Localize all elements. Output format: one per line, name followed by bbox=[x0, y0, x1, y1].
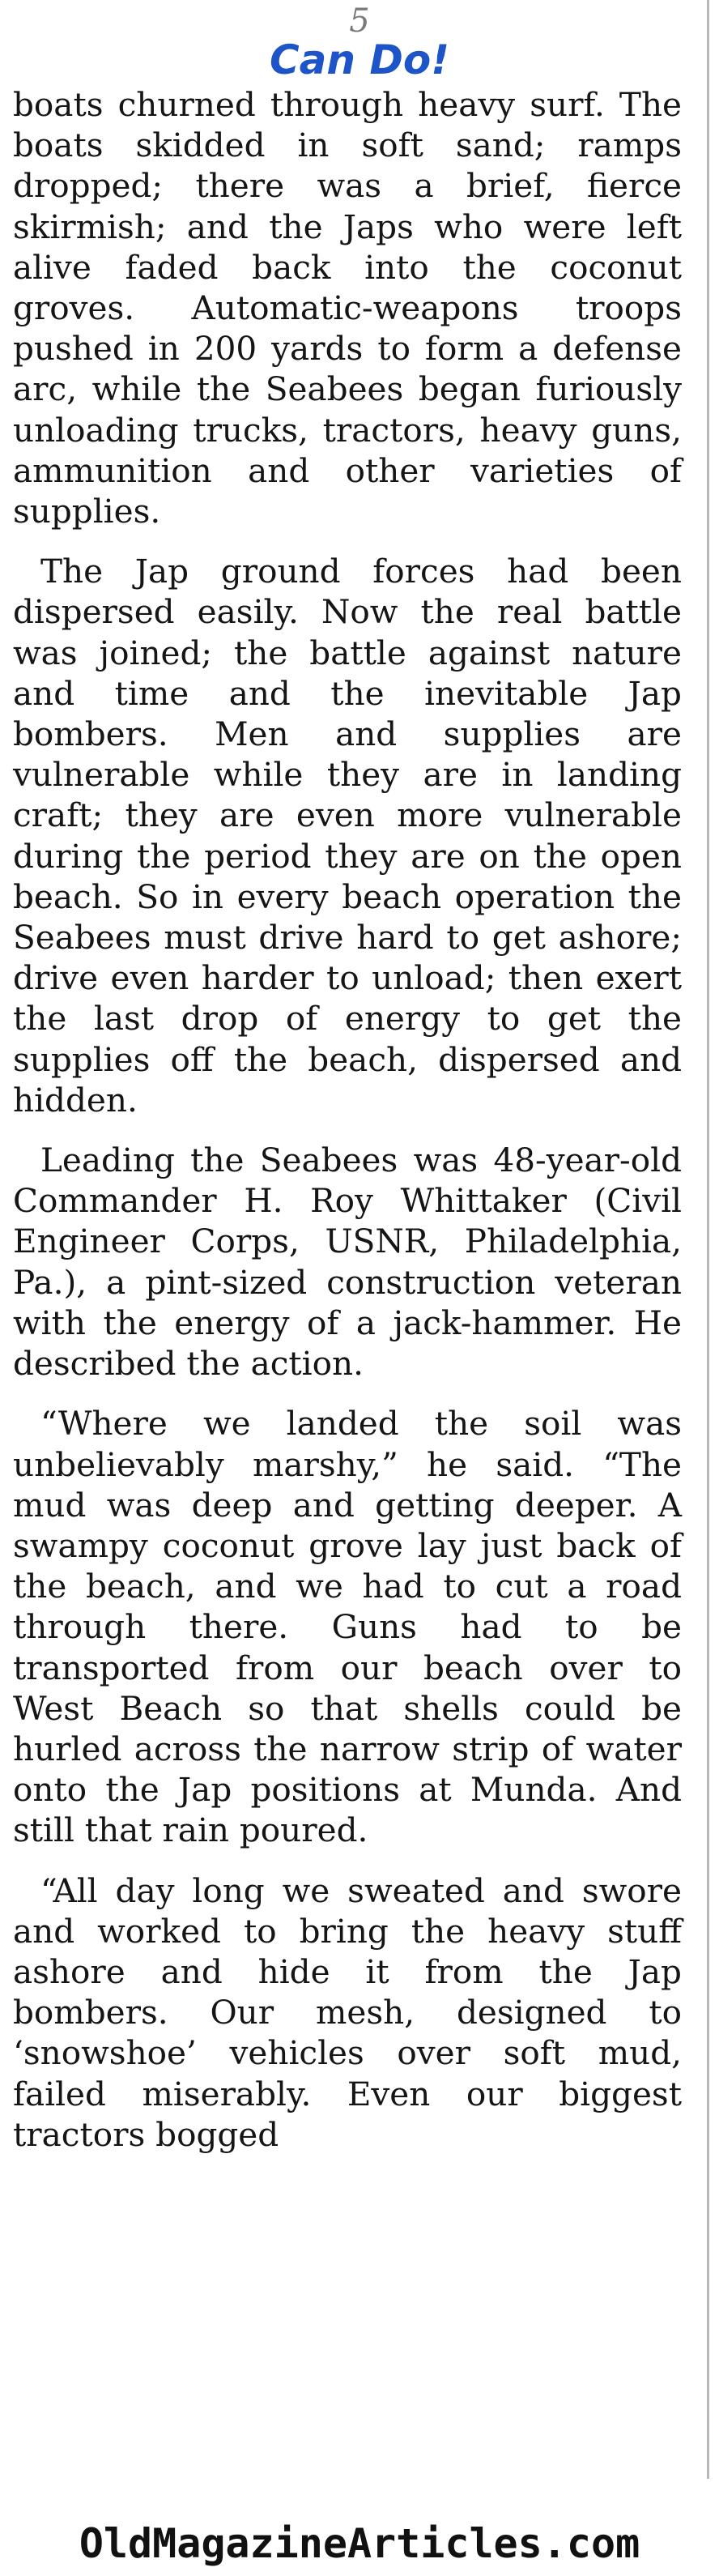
paragraph-4: “Where we landed the soil was unbelievably marshy,” he said. “The mud was deep and getting deeper. A swampy coconut grove lay just back of the beach, and we had to cut a road through there. Guns had to be transported from our beach over to West Beach so that shells could be hurled across the narrow strip of water onto the Jap positions at Munda. And still that rain poured. bbox=[13, 1404, 682, 1850]
paragraph-2: The Jap ground forces had been dispersed easily. Now the real battle was joined; the battle against nature and time and the inevitable Jap bombers. Men and supplies are vulnerable while they are in landing craft; they are even more vulnerable during the period they are on the open beach. So in every beach operation the Seabees must drive hard to get ashore; drive even harder to unload; then exert the last drop of energy to get the supplies off the beach, dispersed and hidden. bbox=[13, 552, 682, 1120]
article-title: Can Do! bbox=[269, 36, 450, 83]
paragraph-5: “All day long we sweated and swore and worked to bring the heavy stuff ashore and hide it from the Jap bombers. Our mesh, designed to ‘snowshoe’ vehicles over soft mud, failed miserably. Even our biggest tractors bogged bbox=[13, 1870, 682, 2154]
paragraph-1: boats churned through heavy surf. The boats skidded in soft sand; ramps dropped; there was a brief, fierce skirmish; and the Japs who were left alive faded back into the coconut groves. Automatic-weapons troops pushed in 200 yards to form a defense arc, while the Seabees began furiously unloading trucks, tractors, heavy guns, ammunition and other varieties of supplies. bbox=[13, 85, 682, 531]
page-edge-line bbox=[707, 0, 709, 2479]
source-watermark: OldMagazineArticles.com bbox=[79, 2520, 640, 2567]
paragraph-3: Leading the Seabees was 48-year-old Commander H. Roy Whittaker (Civil Engineer Corps, USNR, Philadelphia, Pa.), a pint-sized construction veteran with the energy of a jack-hammer. He described the action. bbox=[13, 1141, 682, 1384]
article-body bbox=[13, 84, 682, 2155]
page-number: 5 bbox=[349, 2, 370, 40]
